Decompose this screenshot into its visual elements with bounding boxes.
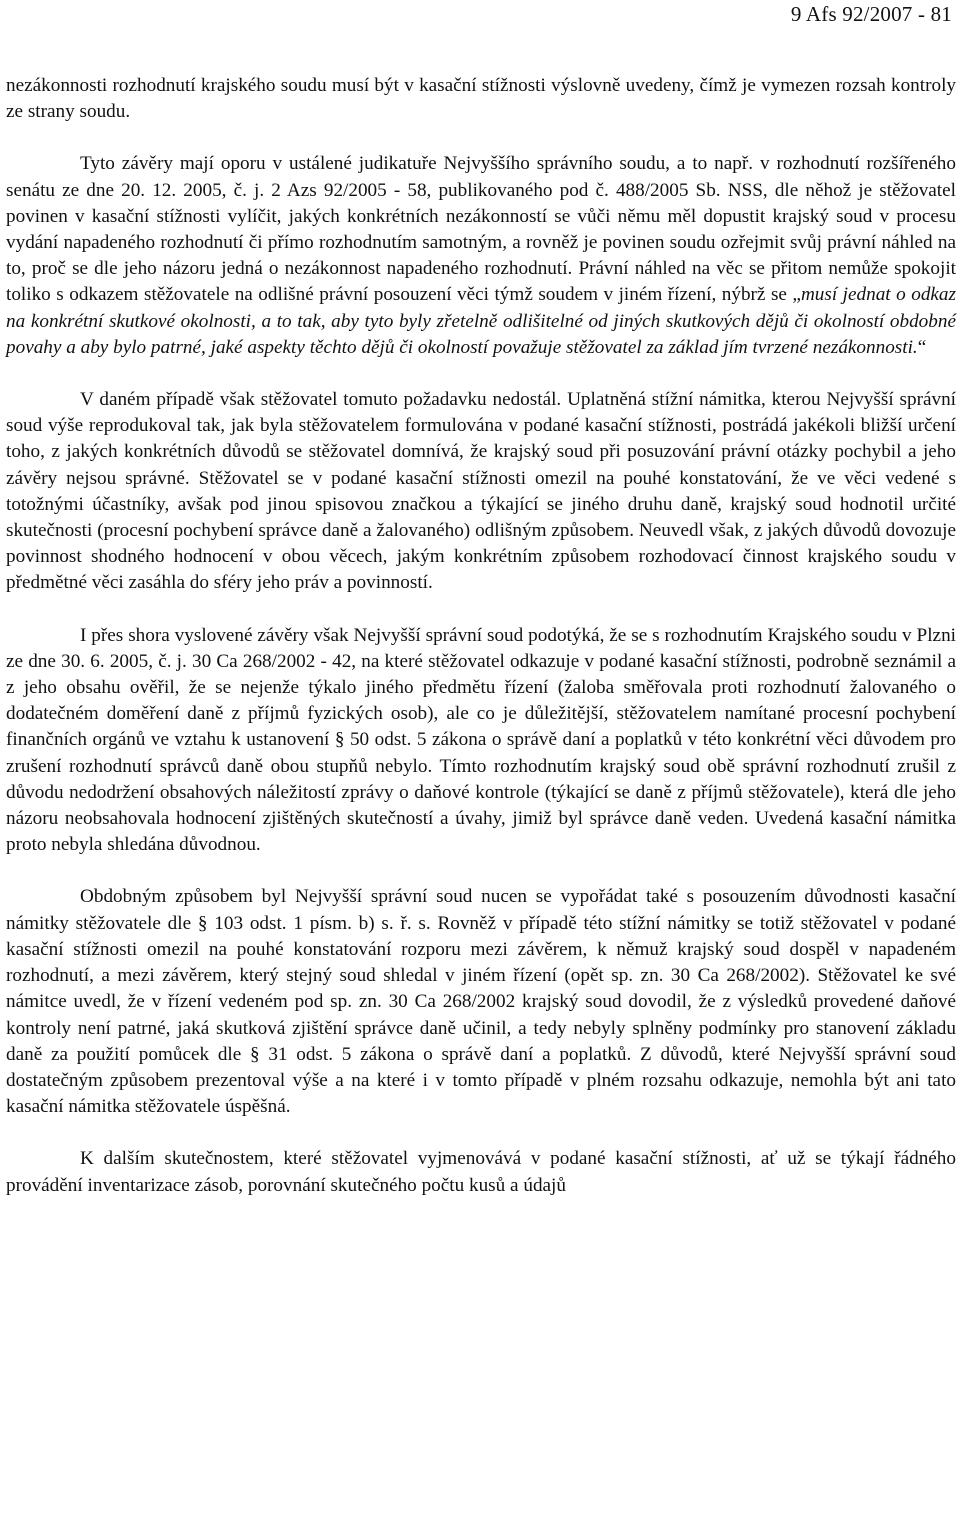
- quoted-passage: musí jednat o odkaz na konkrétní skutkové okolnosti, a to tak, aby tyto byly zřetelně odlišitelné od jiných skutkových dějů či okolností obdobné povahy a aby bylo patrné, jaké aspekty těchto dějů či okolností považuje stěžovatel za základ jím tvrzené nezákonnosti.: [6, 284, 956, 358]
- paragraph-gap: [6, 125, 956, 151]
- paragraph-plzen-ruling: I přes shora vyslovené závěry však Nejvyšší správní soud podotýká, že se s rozhodnutím Krajského soudu v Plzni ze dne 30. 6. 2005, č. j. 30 Ca 268/2002 - 42, na které stěžovatel odkazuje v podané kasační stížnosti, podrobně seznámil a z jeho obsahu ověřil, že se nejenže týkalo jiného předmětu řízení (žaloba směřovala proti rozhodnutí žalovaného o dodatečném doměření daně z příjmů fyzických osob), ale co je důležitější, stěžovatelem namítané procesní pochybení finančních orgánů ve vztahu k ustanovení § 50 odst. 5 zákona o správě daní a poplatků v této konkrétní věci důvodem pro zrušení rozhodnutí správců daně obou stupňů nebylo. Tímto rozhodnutím krajský soud obě správní rozhodnutí zrušil z důvodu nedodržení obsahových náležitostí zprávy o daňové kontrole (týkající se daně z příjmů stěžovatele), která dle jeho názoru neobsahovala hodnocení zjištěných skutečností a úvahy, jimiž byl správce daně veden. Uvedená kasační námitka proto nebyla shledána důvodnou.: [6, 624, 956, 856]
- page-reference-header: 9 Afs 92/2007 - 81: [790, 2, 952, 26]
- document-body: [6, 73, 956, 1199]
- paragraph-objection: V daném případě však stěžovatel tomuto požadavku nedostál. Uplatněná stížní námitka, kterou Nejvyšší správní soud výše reprodukoval tak, jak byla stěžovatelem formulována v podané kasační stížnosti, postrádá jakékoli bližší určení toho, z jakých konkrétních důvodů se stěžovatel domnívá, že krajský soud při posuzování právní otázky pochybil a jeho závěry nejsou správné. Stěžovatel se v podané kasační stížnosti omezil na pouhé konstatování, že ve věci vedené s totožnými účastníky, avšak pod jinou spisovou značkou a týkající se jiného druhu daně, krajský soud hodnotil určité skutečnosti (procesní pochybení správce daně a žalovaného) odlišným způsobem. Neuvedl však, z jakých důvodů dovozuje povinnost shodného hodnocení v obou věcech, jakým konkrétním způsobem rozhodovací činnost krajského soudu v předmětné věci zasáhla do sféry jeho práv a povinností.: [6, 389, 956, 594]
- paragraph-text: Tyto závěry mají oporu v ustálené judikatuře Nejvyššího správního soudu, a to např. v rozhodnutí rozšířeného senátu ze dne 20. 12. 2005, č. j. 2 Azs 92/2005 - 58, publikovaného pod č. 488/2005 Sb. NSS, dle něhož je stěžovatel povinen v kasační stížnosti vylíčit, jakých konkrétních nezákonností se vůči němu měl dopustit krajský soud v procesu vydání napadeného rozhodnutí či přímo rozhodnutím samotným, a rovněž je povinen soudu ozřejmit svůj právní náhled na to, proč se dle jeho názoru jedná o nezákonnost napadeného rozhodnutí. Právní náhled na věc se přitom nemůže spokojit toliko s odkazem stěžovatele na odlišné právní posouzení věci týmž soudem v jiném řízení, nýbrž se „: [6, 153, 956, 306]
- paragraph-case-law: [6, 151, 956, 361]
- paragraph-gap: [6, 1120, 956, 1146]
- paragraph-gap: [6, 858, 956, 884]
- paragraph-continuation: nezákonnosti rozhodnutí krajského soudu musí být v kasační stížnosti výslovně uvedeny, čímž je vymezen rozsah kontroly ze strany soudu.: [6, 75, 956, 123]
- paragraph-further-facts: K dalším skutečnostem, které stěžovatel vyjmenovává v podané kasační stížnosti, ať už se týkají řádného provádění inventarizace zásob, porovnání skutečného počtu kusů a údajů: [6, 1148, 956, 1196]
- paragraph-gap: [6, 361, 956, 387]
- closing-quote: “: [917, 336, 927, 358]
- paragraph-similar-assessment: Obdobným způsobem byl Nejvyšší správní soud nucen se vypořádat také s posouzením důvodnosti kasační námitky stěžovatele dle § 103 odst. 1 písm. b) s. ř. s. Rovněž v případě této stížní námitky se totiž stěžovatel v podané kasační stížnosti omezil na pouhé konstatování rozporu mezi závěrem, k němuž krajský soud dospěl v napadeném rozhodnutí, a mezi závěrem, který stejný soud shledal v jiném řízení (opět sp. zn. 30 Ca 268/2002). Stěžovatel ke své námitce uvedl, že v řízení vedeném pod sp. zn. 30 Ca 268/2002 krajský soud dovodil, že z výsledků provedené daňové kontroly není patrné, jaká skutková zjištění správce daně učinil, a tedy nebyly splněny podmínky pro stanovení základu daně za použití pomůcek dle § 31 odst. 5 zákona o správě daní a poplatků. Z důvodů, které Nejvyšší správní soud dostatečným způsobem prezentoval výše a na které i v tomto případě v plném rozsahu odkazuje, nemohla být ani tato kasační námitka stěžovatele úspěšná.: [6, 886, 956, 1118]
- paragraph-gap: [6, 597, 956, 623]
